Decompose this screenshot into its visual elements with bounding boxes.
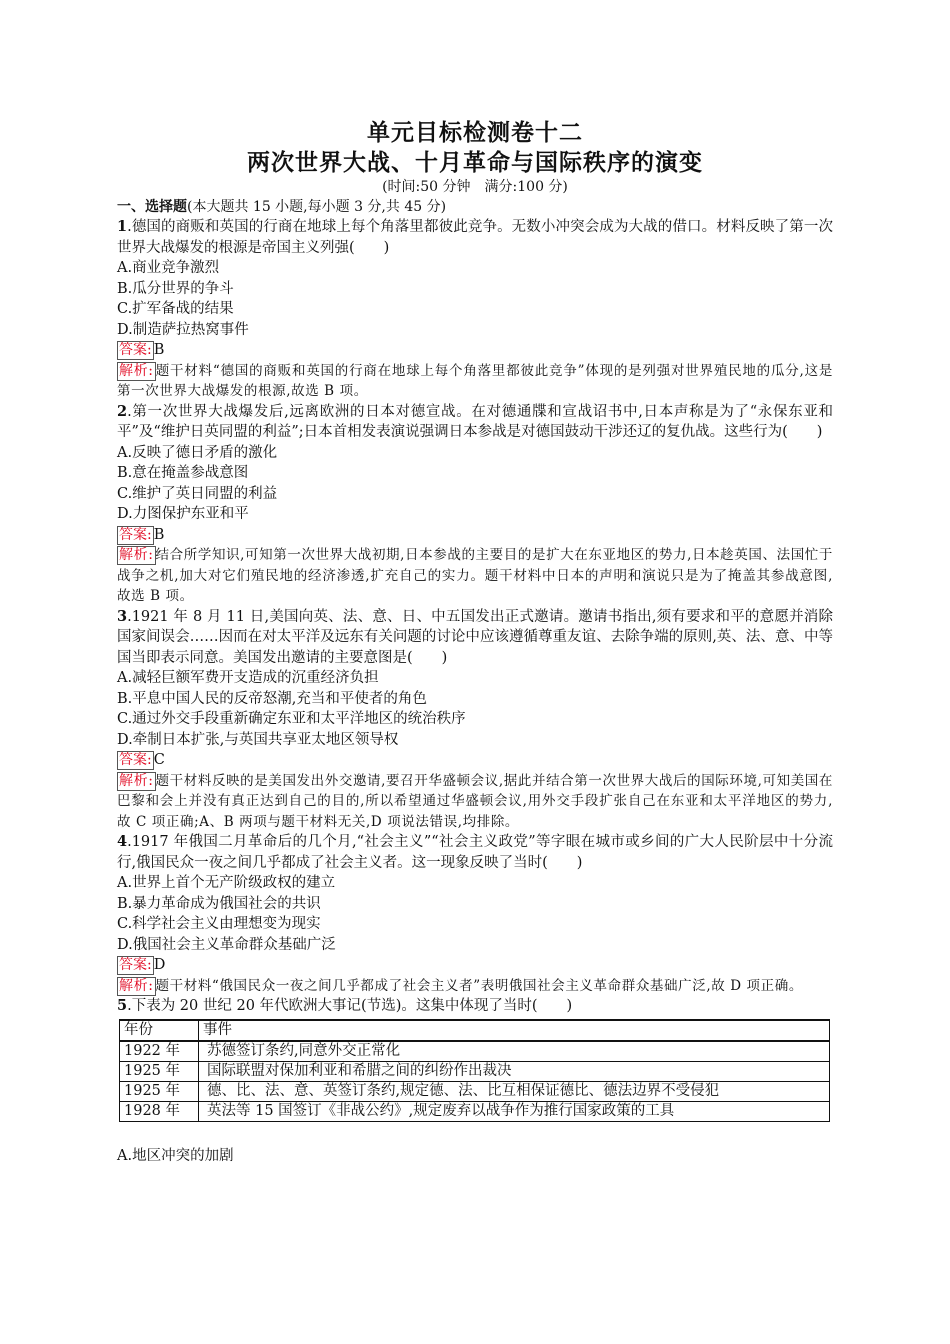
question-5 <box>117 996 833 1017</box>
answer-tag: 答案: <box>119 342 152 358</box>
analysis-line <box>117 976 833 997</box>
table-cell-year: 1922 年 <box>120 1041 199 1062</box>
answer-value: B <box>153 526 165 543</box>
section-note: (本大题共 15 小题,每小题 3 分,共 45 分) <box>187 199 447 215</box>
question-stem: .第一次世界大战爆发后,远离欧洲的日本对德宣战。在对德通牒和宣战诏书中,日本声称是为了“永保东亚和平”及“维护日英同盟的利益”;日本首相发表演说强调日本参战是对德国鼓动干涉还辽的复仇战。这些行为( ) <box>117 403 833 440</box>
table-header-row <box>120 1020 830 1041</box>
question-stem: .下表为 20 世纪 20 年代欧洲大事记(节选)。这集中体现了当时( ) <box>127 998 573 1014</box>
analysis-text: 题干材料“俄国民众一夜之间几乎都成了社会主义者”表明俄国社会主义革命群众基础广泛,故 D 项正确。 <box>155 977 803 994</box>
answer-value: B <box>153 342 165 358</box>
option: A.减轻巨额军费开支造成的沉重经济负担 <box>117 670 379 686</box>
answer-tag: 答案: <box>119 957 152 973</box>
analysis-tag: 解析: <box>119 362 154 379</box>
option: C.扩军备战的结果 <box>117 301 234 317</box>
answer-value: D <box>153 957 166 973</box>
option: D.制造萨拉热窝事件 <box>117 321 249 338</box>
analysis-line <box>117 545 833 607</box>
time-info: (时间:50 分钟 满分:100 分) <box>382 179 568 195</box>
answer-line <box>117 525 833 546</box>
question-list <box>117 217 833 996</box>
question-2 <box>117 402 833 443</box>
table-row <box>120 1041 830 1062</box>
question-stem: .德国的商贩和英国的行商在地球上每个角落里都彼此竞争。无数小冲突会成为大战的借口。材料反映了第一次世界大战爆发的根源是帝国主义列强( ) <box>117 219 833 256</box>
table-cell-year: 1925 年 <box>120 1081 199 1101</box>
question-3 <box>117 607 833 669</box>
analysis-text: 题干材料反映的是美国发出外交邀请,要召开华盛顿会议,据此并结合第一次世界大战后的国际环境,可知美国在巴黎和会上并没有真正达到自己的目的,所以希望通过华盛顿会议,用外交手段扩张自己在东亚和太平洋地区的势力,故 C 项正确;A、B 两项与题干材料无关,D 项说法错误,均排除。 <box>117 772 833 830</box>
option: D.牵制日本扩张,与英国共享亚太地区领导权 <box>117 731 399 748</box>
option: C.通过外交手段重新确定东亚和太平洋地区的统治秩序 <box>117 711 466 727</box>
option: C.维护了英日同盟的利益 <box>117 485 278 502</box>
option: A.世界上首个无产阶级政权的建立 <box>117 875 336 891</box>
option: B.暴力革命成为俄国社会的共识 <box>117 895 321 912</box>
question-number: 5 <box>117 997 128 1014</box>
analysis-text: 结合所学知识,可知第一次世界大战初期,日本参战的主要目的是扩大在东亚地区的势力,日本趁英国、法国忙于战争之机,加大对它们殖民地的经济渗透,扩充自己的实力。题干材料中日本的声明和演说只是为了掩盖其参战意图,故选 B 项。 <box>117 547 833 604</box>
table-row <box>120 1081 830 1101</box>
question-4 <box>117 832 833 873</box>
document-subtitle: 两次世界大战、十月革命与国际秩序的演变 <box>247 150 703 176</box>
section-heading <box>117 197 833 217</box>
answer-line <box>117 340 833 361</box>
table-cell-event: 英法等 15 国签订《非战公约》,规定废弃以战争作为推行国家政策的工具 <box>199 1101 830 1121</box>
option: C.科学社会主义由理想变为现实 <box>117 916 321 932</box>
spacer <box>117 1122 833 1146</box>
analysis-tag: 解析: <box>119 977 154 994</box>
option: B.意在掩盖参战意图 <box>117 465 249 481</box>
question-number: 3 <box>117 607 128 625</box>
analysis-line <box>117 361 833 402</box>
option: B.瓜分世界的争斗 <box>117 280 234 297</box>
events-table <box>119 1019 830 1122</box>
table-row <box>120 1101 830 1121</box>
question-number: 4 <box>117 833 128 850</box>
question-stem: .1921 年 8 月 11 日,美国向英、法、意、日、中五国发出正式邀请。邀请书指出,须有要求和平的意愿并消除国家间误会……因而在对太平洋及远东有关问题的讨论中应该遵循尊重友谊、去除争端的原则,英、法、意、中等国当即表示同意。美国发出邀请的主要意图是( ) <box>117 608 833 666</box>
analysis-text: 题干材料“德国的商贩和英国的行商在地球上每个角落里都彼此竞争”体现的是列强对世界殖民地的瓜分,这是第一次世界大战爆发的根源,故选 B 项。 <box>117 362 833 399</box>
document-page <box>117 118 833 1166</box>
answer-line <box>117 750 833 771</box>
section-label: 一、选择题 <box>117 199 187 215</box>
answer-tag: 答案: <box>119 752 152 768</box>
option: A.地区冲突的加剧 <box>117 1147 234 1164</box>
option: D.俄国社会主义革命群众基础广泛 <box>117 936 336 953</box>
option: D.力图保护东亚和平 <box>117 506 249 522</box>
document-title: 单元目标检测卷十二 <box>367 120 583 146</box>
table-header-event: 事件 <box>199 1020 830 1041</box>
question-number: 2 <box>117 402 128 420</box>
question-1 <box>117 217 833 258</box>
analysis-line <box>117 771 833 833</box>
table-cell-event: 德、比、法、意、英签订条约,规定德、法、比互相保证德比、德法边界不受侵犯 <box>199 1081 830 1101</box>
answer-value: C <box>153 752 165 768</box>
option: A.商业竞争激烈 <box>117 260 220 276</box>
question-stem: .1917 年俄国二月革命后的几个月,“社会主义”“社会主义政党”等字眼在城市或乡间的广大人民阶层中十分流行,俄国民众一夜之间几乎都成了社会主义者。这一现象反映了当时( ) <box>117 834 833 871</box>
option: A.反映了德日矛盾的激化 <box>117 444 278 461</box>
table-row <box>120 1061 830 1081</box>
answer-tag: 答案: <box>119 526 152 543</box>
analysis-tag: 解析: <box>119 772 154 789</box>
table-cell-year: 1928 年 <box>120 1101 199 1121</box>
table-cell-year: 1925 年 <box>120 1061 199 1081</box>
question-number: 1 <box>117 218 128 235</box>
table-header-year: 年份 <box>120 1020 199 1041</box>
table-cell-event: 苏德签订条约,同意外交正常化 <box>199 1041 830 1062</box>
table-cell-event: 国际联盟对保加利亚和希腊之间的纠纷作出裁决 <box>199 1061 830 1081</box>
analysis-tag: 解析: <box>119 547 154 563</box>
option: B.平息中国人民的反帝怒潮,充当和平使者的角色 <box>117 690 427 707</box>
answer-line <box>117 955 833 976</box>
